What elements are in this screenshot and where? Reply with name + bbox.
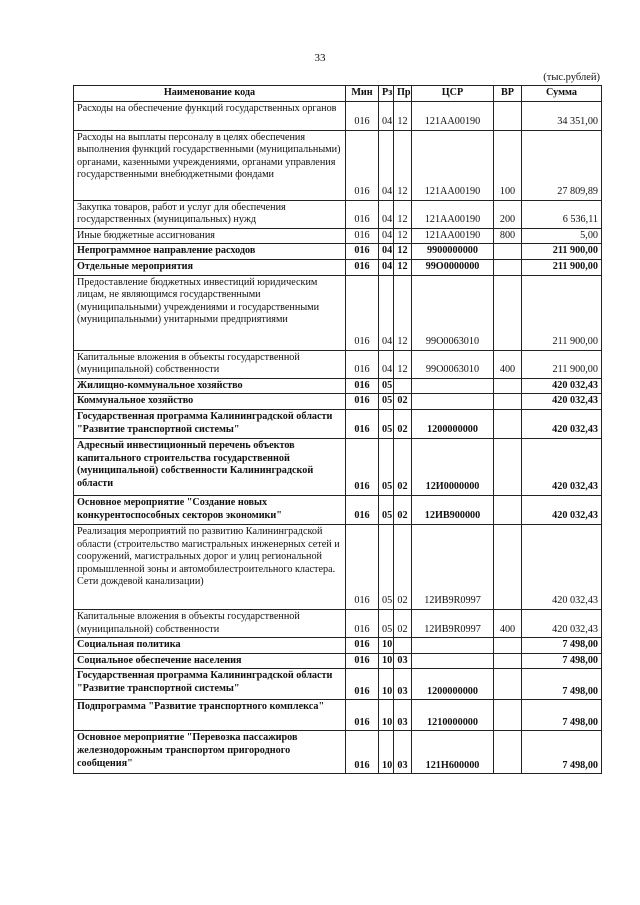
table-row	[74, 259, 602, 275]
cell-name: Жилищно-коммунальное хозяйство	[74, 378, 346, 394]
cell-pr: 12	[394, 228, 412, 244]
table-row	[74, 350, 602, 378]
cell-pr: 02	[394, 495, 412, 524]
cell-pr: 03	[394, 700, 412, 731]
cell-min: 016	[346, 378, 379, 394]
cell-rz: 04	[379, 244, 394, 260]
cell-name: Иные бюджетные ассигнования	[74, 228, 346, 244]
cell-sum: 420 032,43	[522, 495, 602, 524]
cell-sum: 211 900,00	[522, 275, 602, 350]
cell-vr: 100	[494, 130, 522, 200]
cell-name: Предоставление бюджетных инвестиций юридическим лицам, не являющимся государственными (муниципальными) учреждениями и государственными (муниципальными) унитарными предприятиями	[74, 275, 346, 350]
cell-pr: 02	[394, 524, 412, 609]
header-name: Наименование кода	[74, 86, 346, 102]
cell-pr	[394, 378, 412, 394]
header-vr: ВР	[494, 86, 522, 102]
cell-name: Закупка товаров, работ и услуг для обеспечения государственных (муниципальных) нужд	[74, 200, 346, 228]
cell-min: 016	[346, 609, 379, 637]
cell-pr: 03	[394, 653, 412, 669]
cell-csr: 1200000000	[412, 409, 494, 438]
cell-min: 016	[346, 438, 379, 495]
table-row	[74, 669, 602, 700]
cell-vr: 200	[494, 200, 522, 228]
cell-sum: 7 498,00	[522, 638, 602, 654]
cell-pr	[394, 638, 412, 654]
header-min: Мин	[346, 86, 379, 102]
cell-vr	[494, 700, 522, 731]
cell-min: 016	[346, 638, 379, 654]
cell-rz: 05	[379, 609, 394, 637]
table-row	[74, 495, 602, 524]
cell-min: 016	[346, 495, 379, 524]
cell-min: 016	[346, 200, 379, 228]
cell-csr: 121Н600000	[412, 731, 494, 774]
cell-pr: 12	[394, 275, 412, 350]
cell-pr: 02	[394, 394, 412, 410]
cell-rz: 05	[379, 378, 394, 394]
table-row	[74, 228, 602, 244]
table-row	[74, 200, 602, 228]
cell-rz: 04	[379, 200, 394, 228]
cell-rz: 05	[379, 524, 394, 609]
cell-vr: 400	[494, 609, 522, 637]
cell-csr: 12ИВ9R0997	[412, 524, 494, 609]
cell-name: Расходы на выплаты персоналу в целях обеспечения выполнения функций государственными (муниципальными) органами, казенными учреждениями, органами управления государственными внебюджетными фондами	[74, 130, 346, 200]
cell-name: Отдельные мероприятия	[74, 259, 346, 275]
cell-rz: 05	[379, 394, 394, 410]
cell-vr	[494, 259, 522, 275]
cell-name: Государственная программа Калининградской области "Развитие транспортной системы"	[74, 669, 346, 700]
cell-min: 016	[346, 275, 379, 350]
cell-csr	[412, 638, 494, 654]
cell-name: Социальная политика	[74, 638, 346, 654]
cell-csr	[412, 653, 494, 669]
cell-sum: 420 032,43	[522, 409, 602, 438]
cell-vr	[494, 524, 522, 609]
cell-vr	[494, 378, 522, 394]
cell-rz: 10	[379, 669, 394, 700]
table-header-row	[74, 86, 602, 102]
table-row	[74, 653, 602, 669]
cell-vr: 400	[494, 350, 522, 378]
cell-vr	[494, 394, 522, 410]
cell-csr: 99О0063010	[412, 275, 494, 350]
cell-name: Адресный инвестиционный перечень объектов капитального строительства государственной (муниципальной) собственности Калининградской области	[74, 438, 346, 495]
cell-pr: 12	[394, 101, 412, 130]
cell-min: 016	[346, 409, 379, 438]
table-row	[74, 438, 602, 495]
budget-table	[73, 85, 602, 774]
cell-name: Основное мероприятие "Перевозка пассажиров железнодорожным транспортом пригородного сообщения"	[74, 731, 346, 774]
cell-min: 016	[346, 700, 379, 731]
cell-name: Социальное обеспечение населения	[74, 653, 346, 669]
cell-sum: 420 032,43	[522, 524, 602, 609]
table-row	[74, 731, 602, 774]
table-row	[74, 609, 602, 637]
cell-name: Реализация мероприятий по развитию Калининградской области (строительство магистральных инженерных сетей и сооружений, магистральных дорог и улиц региональной промышленной зоны и автомобилестроительного кластера. Сети дождевой канализации)	[74, 524, 346, 609]
cell-name: Подпрограмма "Развитие транспортного комплекса"	[74, 700, 346, 731]
cell-min: 016	[346, 524, 379, 609]
cell-rz: 04	[379, 259, 394, 275]
cell-sum: 34 351,00	[522, 101, 602, 130]
cell-vr	[494, 275, 522, 350]
cell-csr: 99О0000000	[412, 259, 494, 275]
cell-vr: 800	[494, 228, 522, 244]
cell-name: Государственная программа Калининградской области "Развитие транспортной системы"	[74, 409, 346, 438]
cell-name: Непрограммное направление расходов	[74, 244, 346, 260]
cell-min: 016	[346, 350, 379, 378]
cell-sum: 7 498,00	[522, 653, 602, 669]
cell-rz: 04	[379, 350, 394, 378]
cell-vr	[494, 438, 522, 495]
cell-csr: 121АА00190	[412, 228, 494, 244]
header-rz: Рз	[379, 86, 394, 102]
cell-rz: 10	[379, 638, 394, 654]
cell-csr: 9900000000	[412, 244, 494, 260]
cell-name: Коммунальное хозяйство	[74, 394, 346, 410]
cell-sum: 7 498,00	[522, 731, 602, 774]
cell-min: 016	[346, 101, 379, 130]
cell-min: 016	[346, 130, 379, 200]
table-row	[74, 638, 602, 654]
cell-vr	[494, 669, 522, 700]
cell-name: Капитальные вложения в объекты государственной (муниципальной) собственности	[74, 350, 346, 378]
table-row	[74, 101, 602, 130]
cell-min: 016	[346, 653, 379, 669]
cell-pr: 12	[394, 244, 412, 260]
cell-pr: 12	[394, 350, 412, 378]
cell-sum: 211 900,00	[522, 350, 602, 378]
cell-name: Основное мероприятие "Создание новых конкурентоспособных секторов экономики"	[74, 495, 346, 524]
table-body	[74, 101, 602, 774]
cell-rz: 10	[379, 653, 394, 669]
cell-rz: 04	[379, 130, 394, 200]
cell-csr: 12ИВ900000	[412, 495, 494, 524]
table-row	[74, 130, 602, 200]
cell-sum: 211 900,00	[522, 244, 602, 260]
cell-sum: 420 032,43	[522, 438, 602, 495]
cell-pr: 03	[394, 669, 412, 700]
cell-vr	[494, 101, 522, 130]
cell-pr: 02	[394, 609, 412, 637]
header-pr: Пр	[394, 86, 412, 102]
cell-sum: 420 032,43	[522, 609, 602, 637]
cell-pr: 12	[394, 200, 412, 228]
cell-name: Капитальные вложения в объекты государственной (муниципальной) собственности	[74, 609, 346, 637]
table-row	[74, 378, 602, 394]
cell-pr: 03	[394, 731, 412, 774]
header-csr: ЦСР	[412, 86, 494, 102]
table-row	[74, 409, 602, 438]
table-row	[74, 394, 602, 410]
cell-rz: 05	[379, 438, 394, 495]
cell-rz: 04	[379, 101, 394, 130]
cell-sum: 420 032,43	[522, 394, 602, 410]
cell-csr: 12И0000000	[412, 438, 494, 495]
cell-sum: 211 900,00	[522, 259, 602, 275]
cell-sum: 5,00	[522, 228, 602, 244]
cell-sum: 7 498,00	[522, 700, 602, 731]
cell-pr: 12	[394, 130, 412, 200]
cell-min: 016	[346, 394, 379, 410]
cell-rz: 10	[379, 731, 394, 774]
cell-sum: 27 809,89	[522, 130, 602, 200]
table-row	[74, 524, 602, 609]
cell-vr	[494, 409, 522, 438]
cell-sum: 6 536,11	[522, 200, 602, 228]
cell-csr	[412, 378, 494, 394]
cell-vr	[494, 244, 522, 260]
cell-rz: 10	[379, 700, 394, 731]
cell-rz: 05	[379, 495, 394, 524]
cell-csr: 1200000000	[412, 669, 494, 700]
cell-vr	[494, 653, 522, 669]
cell-sum: 420 032,43	[522, 378, 602, 394]
table-row	[74, 275, 602, 350]
cell-csr: 121АА00190	[412, 200, 494, 228]
cell-rz: 04	[379, 275, 394, 350]
cell-csr: 1210000000	[412, 700, 494, 731]
cell-vr	[494, 731, 522, 774]
units-label: (тыс.рублей)	[543, 72, 600, 83]
cell-rz: 04	[379, 228, 394, 244]
cell-name: Расходы на обеспечение функций государственных органов	[74, 101, 346, 130]
cell-min: 016	[346, 731, 379, 774]
cell-vr	[494, 638, 522, 654]
cell-pr: 02	[394, 438, 412, 495]
cell-pr: 12	[394, 259, 412, 275]
cell-vr	[494, 495, 522, 524]
cell-csr: 99О0063010	[412, 350, 494, 378]
cell-csr: 121АА00190	[412, 130, 494, 200]
table-row	[74, 244, 602, 260]
cell-sum: 7 498,00	[522, 669, 602, 700]
page-number: 33	[314, 52, 326, 64]
cell-rz: 05	[379, 409, 394, 438]
cell-pr: 02	[394, 409, 412, 438]
cell-csr: 12ИВ9R0997	[412, 609, 494, 637]
header-sum: Сумма	[522, 86, 602, 102]
cell-csr: 121АА00190	[412, 101, 494, 130]
table-row	[74, 700, 602, 731]
cell-min: 016	[346, 669, 379, 700]
cell-min: 016	[346, 244, 379, 260]
cell-csr	[412, 394, 494, 410]
cell-min: 016	[346, 259, 379, 275]
cell-min: 016	[346, 228, 379, 244]
